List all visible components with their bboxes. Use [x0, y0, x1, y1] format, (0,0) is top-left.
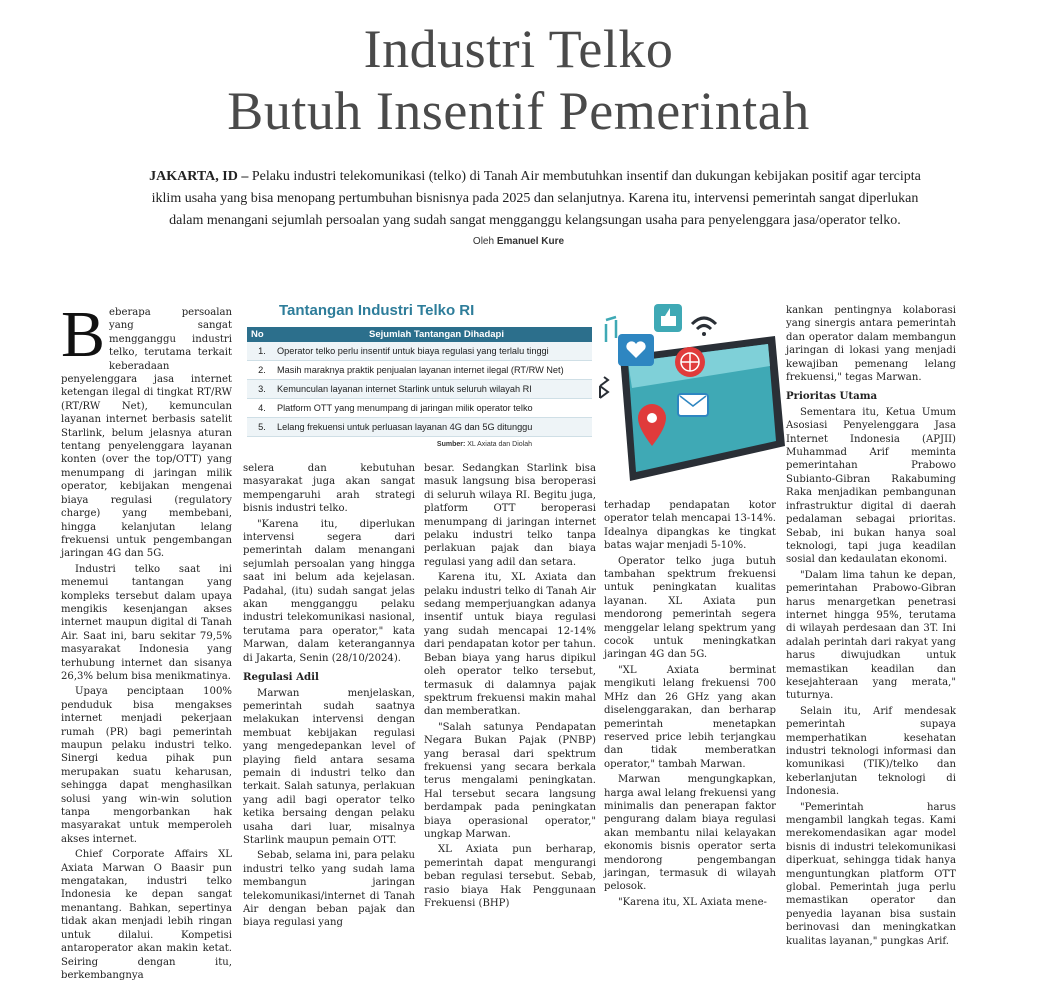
paragraph: kankan pentingnya kolaborasi yang sinergis antara pemerintah dan operator dalam membangun jaringan di lokasi yang menjadi kewajiban pemenang lelang frekuensi," tegas Marwan.: [786, 305, 956, 384]
row-number: 5.: [258, 422, 266, 432]
table-row: [247, 399, 592, 418]
column-challenges-header: Sejumlah Tantangan Dihadapi: [369, 329, 504, 340]
phone-illustration: [570, 296, 790, 496]
row-text: Kemunculan layanan internet Starlink untuk seluruh wilayah RI: [277, 384, 532, 394]
globe-icon: [675, 347, 705, 377]
paragraph: eberapa persoalan yang sangat mengganggu industri telko, terutama terkait keberadaan penyelenggara jasa internet ketengan ilegal di tingkat RT/RW (RT/RW Net), kemunculan layanan internet berbasis satelit Starlink, belum jelasnya aturan tentang penyelenggara layanan konten (over the top/OTT) yang menumpang di jaringan milik operator, kebijakan mengenai biaya regulasi (regulatory charge) yang membebani, hingga kelanjutan lelang frekuensi untuk pengembangan jaringan 4G dan 5G.: [61, 307, 232, 560]
thumbs-up-icon: [654, 304, 682, 332]
paragraph: "XL Axiata berminat mengikuti lelang frekuensi 700 MHz dan 26 GHz yang akan diselenggarakan, dan berharap pemerintah menetapkan reserved price lebih terjangkau dan tidak memberatkan operator," tambah Marwan.: [604, 664, 776, 770]
paragraph: Operator telko juga butuh tambahan spektrum frekuensi untuk peningkatan kualitas layanan. XL Axiata pun mendorong pemerintah segera menggelar lelang spektrum yang cocok untuk meningkatkan jaringan 4G dan 5G.: [604, 555, 776, 661]
article-column-2: [243, 462, 415, 932]
row-number: 2.: [258, 365, 266, 375]
headline: [0, 18, 1037, 142]
paragraph: Marwan menjelaskan, pemerintah sudah saatnya melakukan intervensi dengan membuat kebijakan regulasi yang mengedepankan level of playing field antara sesama pemain di industri telko dan terkait. Salah satunya, perlakuan yang adil bagi operator telko ketika bersaing dengan pelaku usaha dari luar, misalnya Starlink maupun pemain OTT.: [243, 687, 415, 846]
byline: [0, 236, 1037, 247]
row-text: Platform OTT yang menumpang di jaringan milik operator telko: [277, 403, 533, 413]
row-text: Masih maraknya praktik penjualan layanan internet ilegal (RT/RW Net): [277, 365, 564, 375]
paragraph: Upaya penciptaan 100% penduduk bisa mengakses internet menjadi pekerjaan rumah (PR) bagi pemerintah maupun pelaku industri telko. Sinergi kedua pihak pun merupakan suatu keharusan, sehingga dapat menghasilkan solusi yang win-win solution tanpa mengorbankan hak masyarakat untuk memperoleh akses internet.: [61, 686, 232, 845]
row-text: Operator telko perlu insentif untuk biaya regulasi yang terlalu tinggi: [277, 346, 549, 356]
paragraph: Selain itu, Arif mendesak pemerintah supaya memperhatikan kesehatan industri teknologi informasi dan komunikasi (TIK)/telko dan keberlanjutan teknologi di Indonesia.: [786, 705, 956, 798]
paragraph: Marwan mengungkapkan, harga awal lelang frekuensi yang minimalis dan penerapan faktor pengurang dalam biaya regulasi akan membantu nilai kelayakan ekonomis bisnis operator serta mendorong pengembangan jaringan, termasuk di wilayah pelosok.: [604, 774, 776, 893]
paragraph: XL Axiata pun berharap, pemerintah dapat mengurangi beban regulasi tersebut. Sebab, rasio biaya Hak Penggunaan Frekuensi (BHP): [424, 844, 596, 909]
row-number: 3.: [258, 384, 266, 394]
paragraph: "Dalam lima tahun ke depan, pemerintahan Prabowo-Gibran harus menargetkan penetrasi internet hingga 95%, terutama di wilayah perdesaan dan 3T. Ini adalah perintah dari rakyat yang harus diwujudkan untuk memastikan keadilan dan kesejahteraan yang merata," tuturnya.: [786, 569, 956, 702]
byline-prefix: Oleh: [472, 236, 495, 247]
wifi-icon: [692, 318, 716, 336]
paragraph: Sementara itu, Ketua Umum Asosiasi Penyelenggara Jasa Internet Indonesia (APJII) Muhammad Arif meminta pemerintahan Prabowo Subianto-Gibran Rakabuming Raka menjadikan pembangunan infrastruktur digital di daerah pedalaman sebagai prioritas. Sebab, ini bukan hanya soal teknologi, tapi juga keadilan sosial dan kedaulatan ekonomi.: [786, 406, 956, 566]
paragraph: Sebab, selama ini, para pelaku industri telko yang sudah lama membangun jaringan telekomunikasi/internet di Tanah Air dengan beban pajak dan biaya regulasi yang: [243, 850, 415, 929]
paragraph: "Karena itu, XL Axiata mene-: [618, 896, 767, 908]
paragraph: selera dan kebutuhan masyarakat juga akan sangat mempengaruhi arah strategi bisnis industri telko.: [243, 463, 415, 515]
heart-chat-icon: [618, 334, 654, 366]
drop-cap: B: [61, 298, 106, 371]
article-column-4: [604, 499, 776, 911]
music-note-icon: [606, 317, 616, 342]
dateline: JAKARTA, ID –: [149, 169, 249, 184]
lead-text: Pelaku industri telekomunikasi (telko) di Tanah Air membutuhkan insentif dan dukungan kebijakan positif agar tercipta iklim usaha yang bisa menopang pertumbuhan bisnisnya pada 2025 dan selanjutnya. Karena itu, intervensi pemerintah sangat diperlukan dalam menangani sejumlah persoalan yang sudah sangat mengganggu kelangsungan usaha para penyelenggara jasa/operator telko.: [151, 169, 921, 228]
paragraph: "Pemerintah harus mengambil langkah tegas. Kami merekomendasikan agar model bisnis di industri telekomunikasi diperkuat, sehingga tidak hanya menguntungkan platform OTT global. Pemerintah juga perlu memastikan operator dan penyedia layanan bisa sustain berinovasi dan meningkatkan kualitas layanan," pungkas Arif.: [786, 801, 956, 947]
infobox-title: Tantangan Industri Telko RI: [279, 302, 475, 319]
headline-line-1: Industri Telko: [363, 19, 674, 79]
table-row: [247, 380, 592, 399]
table-row: [247, 342, 592, 361]
byline-author: Emanuel Kure: [496, 236, 565, 247]
article-column-1: [61, 298, 232, 984]
bluetooth-icon: [600, 377, 608, 398]
article-column-3: [424, 462, 596, 912]
infobox-table-header: [247, 327, 592, 342]
section-heading: Regulasi Adil: [243, 671, 319, 684]
paragraph: "Salah satunya Pendapatan Negara Bukan Pajak (PNBP) yang berasal dari spektrum frekuensi yang secara berkala terus mengalami peningkatan. Hal tersebut secara langsung berdampak pada peningkatan biaya operasional operator," ungkap Marwan.: [424, 721, 596, 840]
paragraph: besar. Sedangkan Starlink bisa masuk langsung bisa beroperasi di seluruh wilaya RI. Begitu juga, platform OTT beroperasi menumpang di jaringan internet pelaku industri telko tanpa perlakuan pajak dan biaya regulasi yang adil dan setara.: [424, 463, 596, 568]
table-row: [247, 361, 592, 380]
section-heading: Prioritas Utama: [786, 390, 878, 403]
challenges-infobox: [247, 302, 592, 448]
paragraph: "Karena itu, diperlukan intervensi segera dari pemerintah dalam menangani sejumlah persoalan yang hingga saat ini belum ada kejelasan. Padahal, (itu) sudah sangat jelas akan mengganggu pelaku industri telekomunikasi nasional, terutama para operator," kata Marwan, dalam keterangannya di Jakarta, Senin (28/10/2024).: [243, 518, 415, 664]
column-no-header: No: [251, 329, 264, 340]
lead-paragraph: [140, 166, 930, 232]
article-column-5: [786, 304, 956, 950]
paragraph: terhadap pendapatan kotor operator telah mencapai 13-14%. Idealnya dipangkas ke tingkat batas wajar menjadi 5-10%.: [604, 500, 776, 552]
row-number: 1.: [258, 346, 266, 356]
table-row: [247, 418, 592, 437]
paragraph: Karena itu, XL Axiata dan pelaku industri telko di Tanah Air sedang memperjuangkan adanya insentif untuk biaya regulasi yang sudah mencapai 12-14% dari pendapatan kotor per tahun. Beban biaya yang harus dipikul oleh operator telko tersebut, termasuk di dalamnya pajak spektrum frekuensi makin mahal dan memberatkan.: [424, 572, 596, 718]
infobox-source: [247, 441, 592, 448]
email-icon: [678, 394, 708, 416]
paragraph: Industri telko saat ini menemui tantangan yang kompleks tersebut dalam upaya mengikis kesenjangan akses internet maupun digital di Tanah Air. Saat ini, baru sekitar 79,5% masyarakat Indonesia yang terhubung internet dan sisanya 26,3% belum bisa menikmatinya.: [61, 563, 232, 682]
row-number: 4.: [258, 403, 266, 413]
source-label: Sumber:: [436, 441, 466, 448]
source-text: XL Axiata dan Diolah: [465, 441, 532, 448]
headline-line-2: Butuh Insentif Pemerintah: [227, 81, 810, 141]
infobox-table-body: [247, 342, 592, 437]
paragraph: Chief Corporate Affairs XL Axiata Marwan O Baasir pun mengatakan, industri telko Indonesia ke depan sangat menantang. Bahkan, sepertinya tidak akan menjadi lebih ringan untuk dilalui. Kompetisi antaroperator akan makin ketat. Seiring dengan itu, berkembangnya: [61, 849, 232, 981]
row-text: Lelang frekuensi untuk perluasan layanan 4G dan 5G ditunggu: [277, 422, 533, 432]
